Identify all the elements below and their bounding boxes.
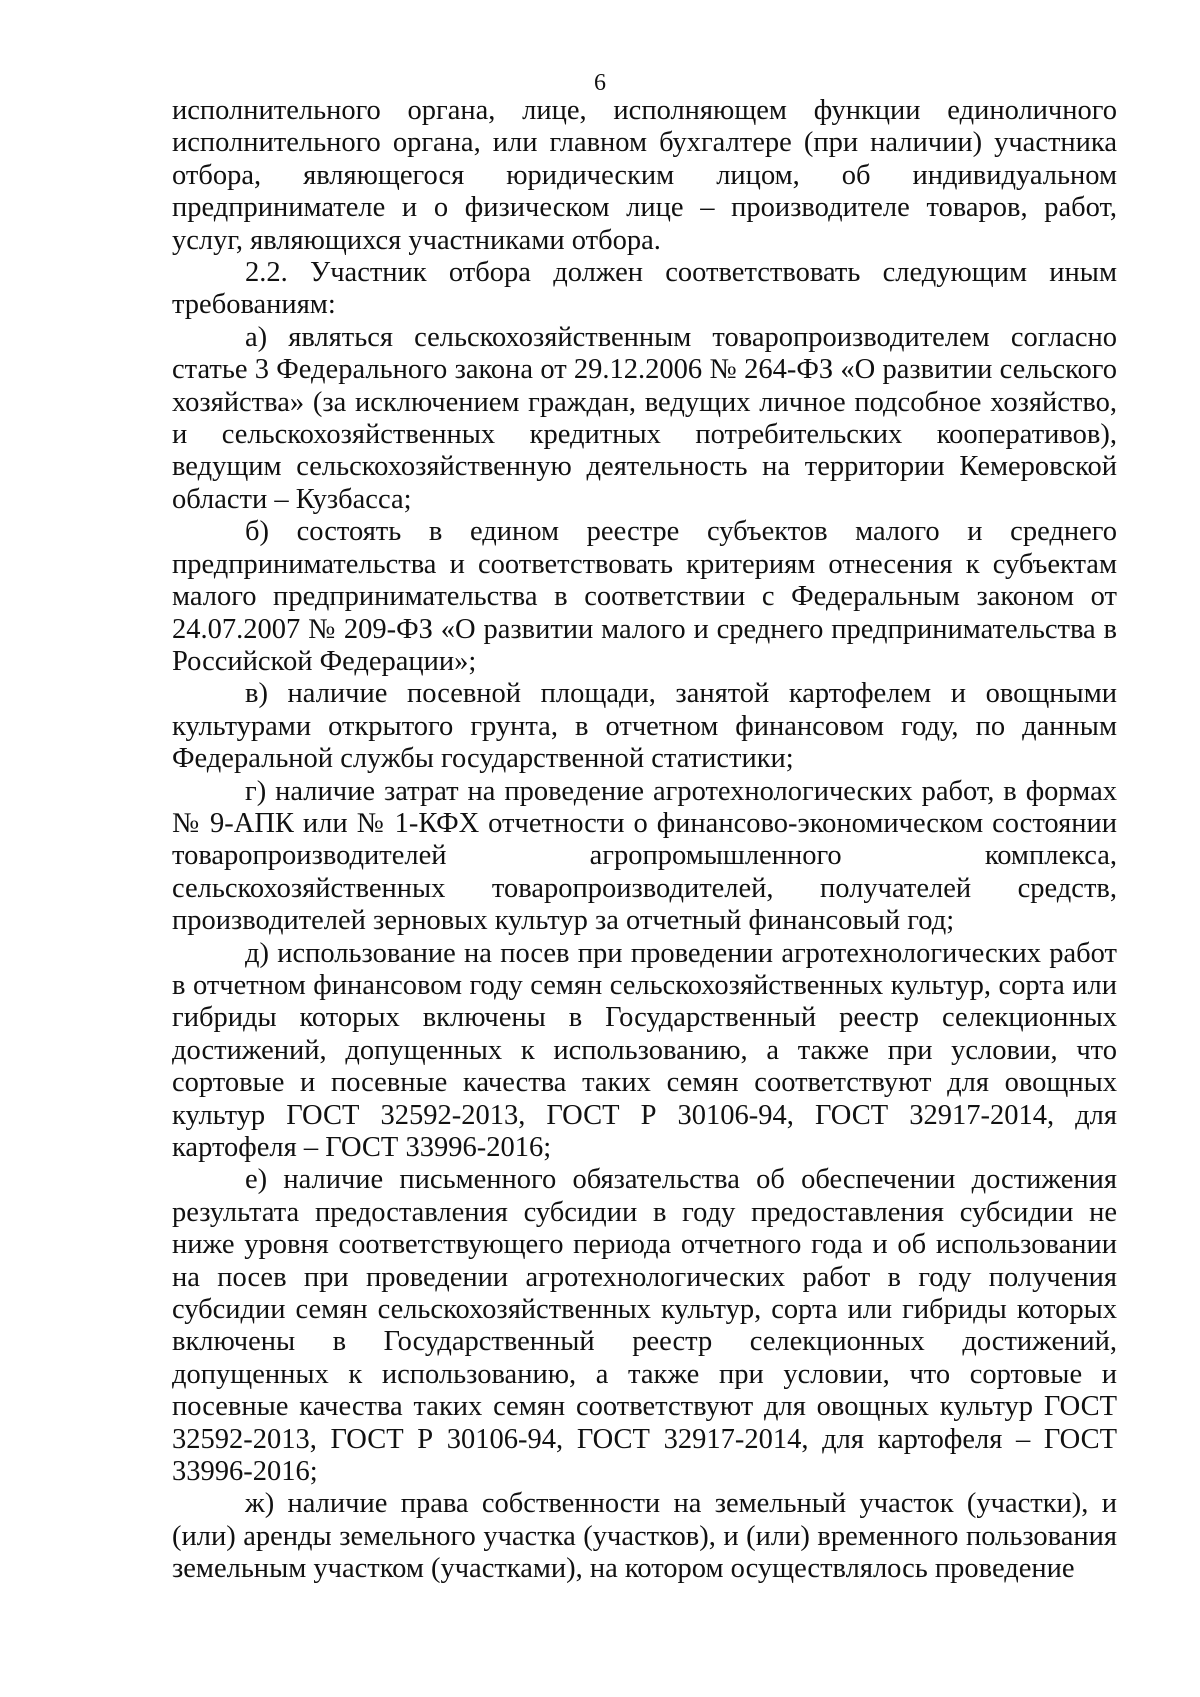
paragraph-2-2: 2.2. Участник отбора должен соответствовать следующим иным требованиям:: [172, 257, 1117, 321]
paragraph-item-zh: ж) наличие права собственности на земельный участок (участки), и (или) аренды земельного участка (участков), и (или) временного пользования земельным участком (участками), на котором осуществлялось проведение: [172, 1488, 1117, 1585]
paragraph-item-b: б) состоять в едином реестре субъектов малого и среднего предпринимательства и соответствовать критериям отнесения к субъектам малого предпринимательства в соответствии с Федеральным законом от 24.07.2007 № 209-ФЗ «О развитии малого и среднего предпринимательства в Российской Федерации»;: [172, 516, 1117, 677]
paragraph-item-d: д) использование на посев при проведении агротехнологических работ в отчетном финансовом году семян сельскохозяйственных культур, сорта или гибриды которых включены в Государственный реестр селекционных достижений, допущенных к использованию, а также при условии, что сортовые и посевные качества таких семян соответствуют для овощных культур ГОСТ 32592-2013, ГОСТ Р 30106-94, ГОСТ 32917-2014, для картофеля – ГОСТ 33996-2016;: [172, 937, 1117, 1163]
paragraph-item-g: г) наличие затрат на проведение агротехнологических работ, в формах № 9-АПК или № 1-КФХ отчетности о финансово-экономическом состоянии товаропроизводителей агропромышленного комплекса, сельскохозяйственных товаропроизводителей, получателей средств, производителей зерновых культур за отчетный финансовый год;: [172, 775, 1117, 937]
paragraph-continuation: исполнительного органа, лице, исполняющем функции единоличного исполнительного органа, или главном бухгалтере (при наличии) участника отбора, являющегося юридическим лицом, об индивидуальном предпринимателе и о физическом лице – производителе товаров, работ, услуг, являющихся участниками отбора.: [172, 95, 1117, 256]
page-number: 6: [594, 70, 606, 96]
paragraph-item-v: в) наличие посевной площади, занятой картофелем и овощными культурами открытого грунта, в отчетном финансовом году, по данным Федеральной службы государственной статистики;: [172, 678, 1117, 775]
document-body: [172, 95, 1117, 1586]
paragraph-item-e: е) наличие письменного обязательства об обеспечении достижения результата предоставления субсидии в году предоставления субсидии не ниже уровня соответствующего периода отчетного года и об использовании на посев при проведении агротехнологических работ в году получения субсидии семян сельскохозяйственных культур, сорта или гибриды которых включены в Государственный реестр селекционных достижений, допущенных к использованию, а также при условии, что сортовые и посевные качества таких семян соответствуют для овощных культур ГОСТ 32592-2013, ГОСТ Р 30106-94, ГОСТ 32917-2014, для картофеля – ГОСТ 33996-2016;: [172, 1164, 1117, 1488]
paragraph-item-a: а) являться сельскохозяйственным товаропроизводителем согласно статье 3 Федерального закона от 29.12.2006 № 264-ФЗ «О развитии сельского хозяйства» (за исключением граждан, ведущих личное подсобное хозяйство, и сельскохозяйственных кредитных потребительских кооперативов), ведущим сельскохозяйственную деятельность на территории Кемеровской области – Кузбасса;: [172, 321, 1117, 515]
